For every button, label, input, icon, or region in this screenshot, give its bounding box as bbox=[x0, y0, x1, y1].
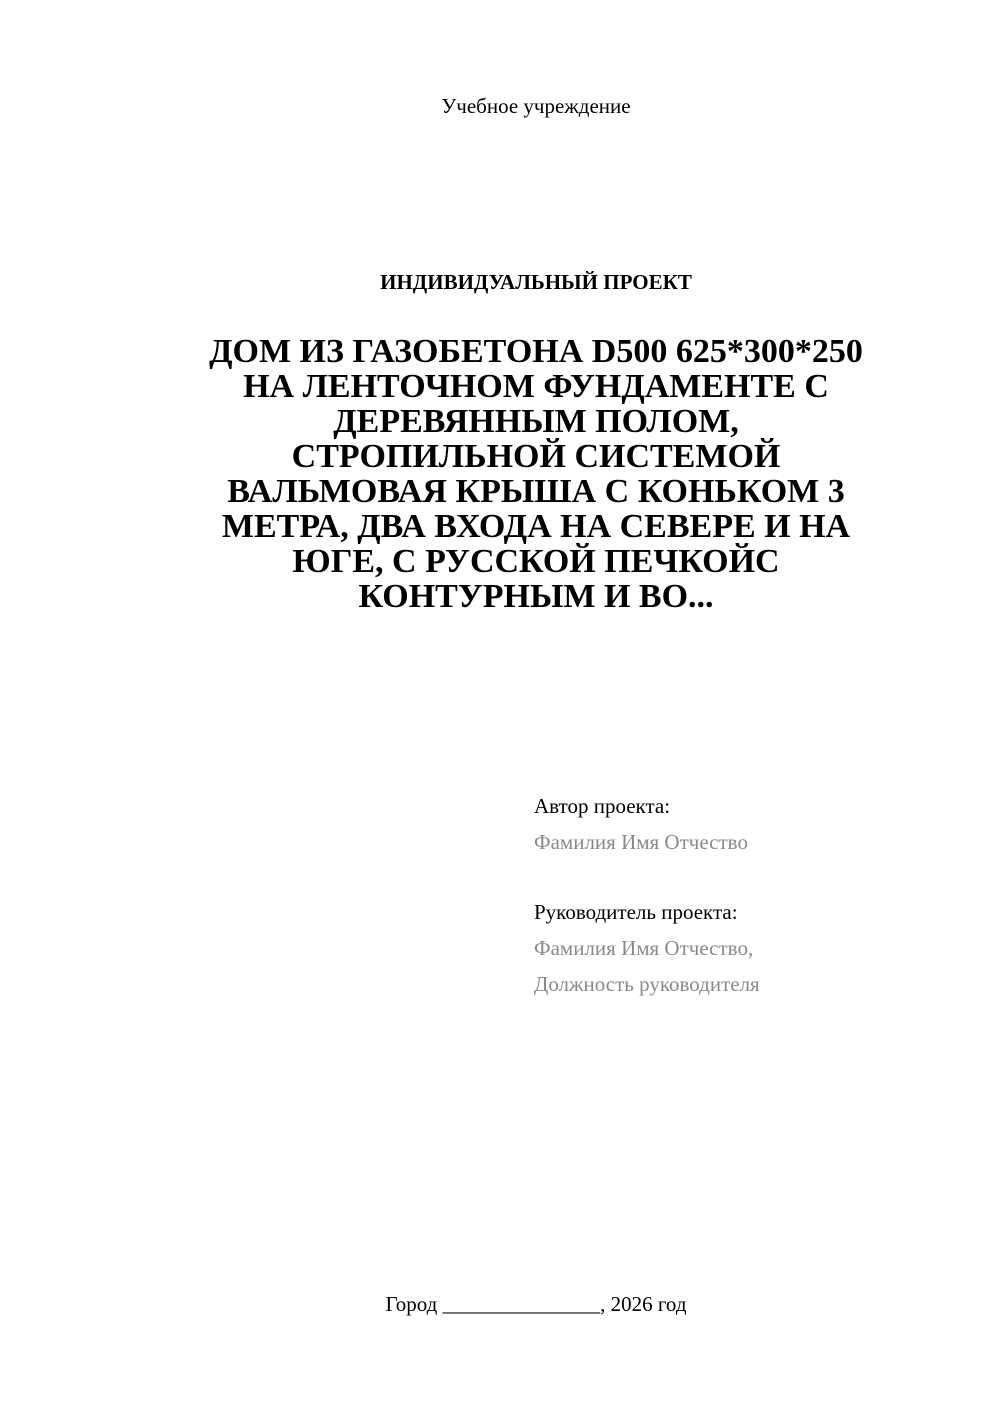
project-title-line: ДЕРЕВЯННЫМ ПОЛОМ, bbox=[333, 403, 739, 440]
project-title bbox=[150, 334, 922, 614]
author-label: Автор проекта: bbox=[534, 794, 671, 818]
institution-name: Учебное учреждение bbox=[441, 94, 631, 118]
city-year-footer: Город _______________, 2026 год bbox=[385, 1292, 687, 1316]
project-title-line: ВАЛЬМОВАЯ КРЫША С КОНЬКОМ 3 bbox=[227, 473, 845, 510]
project-title-line: ДОМ ИЗ ГАЗОБЕТОНА D500 625*300*250 bbox=[209, 333, 863, 370]
supervisor-label: Руководитель проекта: bbox=[534, 900, 738, 924]
project-title-line: ЮГЕ, С РУССКОЙ ПЕЧКОЙС bbox=[292, 543, 780, 580]
author-name-placeholder: Фамилия Имя Отчество bbox=[534, 830, 748, 854]
project-title-line: МЕТРА, ДВА ВХОДА НА СЕВЕРЕ И НА bbox=[221, 508, 851, 545]
project-title-line: КОНТУРНЫМ И ВО... bbox=[358, 578, 714, 615]
supervisor-name-placeholder: Фамилия Имя Отчество, bbox=[534, 936, 754, 960]
credits-spacer bbox=[534, 860, 974, 894]
project-title-line: НА ЛЕНТОЧНОМ ФУНДАМЕНТЕ С bbox=[243, 368, 829, 405]
project-type-heading: ИНДИВИДУАЛЬНЫЙ ПРОЕКТ bbox=[380, 270, 692, 294]
supervisor-position-placeholder: Должность руководителя bbox=[534, 972, 760, 996]
project-title-line: СТРОПИЛЬНОЙ СИСТЕМОЙ bbox=[291, 438, 781, 475]
credits-block bbox=[534, 788, 974, 1002]
